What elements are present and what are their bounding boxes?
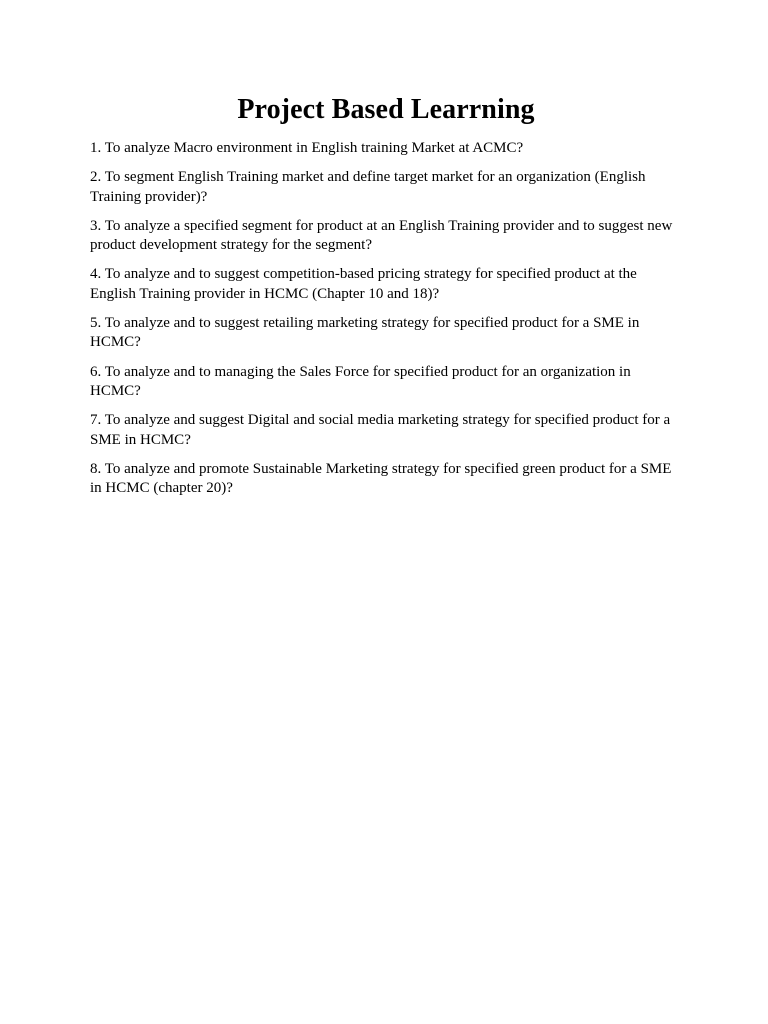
question-list (90, 139, 682, 498)
question-item-7: 7. To analyze and suggest Digital and social media marketing strategy for specified product for a SME in HCMC? (90, 412, 671, 448)
question-item-1: 1. To analyze Macro environment in English training Market at ACMC? (90, 140, 524, 156)
question-item-3: 3. To analyze a specified segment for product at an English Training provider and to suggest new product development strategy for the segment? (90, 217, 673, 254)
question-item-6: 6. To analyze and to managing the Sales Force for specified product for an organization in HCMC? (90, 363, 631, 399)
question-item-4: 4. To analyze and to suggest competition-based pricing strategy for specified product at the English Training provider in HCMC (Chapter 10 and 18)? (90, 266, 637, 302)
document-title: Project Based Learrning (237, 94, 535, 125)
document-content (90, 93, 682, 508)
question-item-8: 8. To analyze and promote Sustainable Marketing strategy for specified green product for a SME in HCMC (chapter 20)? (90, 460, 672, 497)
question-item-2: 2. To segment English Training market and define target market for an organization (English Training provider)? (90, 169, 646, 205)
question-item-5: 5. To analyze and to suggest retailing marketing strategy for specified product for a SME in HCMC? (90, 315, 640, 351)
